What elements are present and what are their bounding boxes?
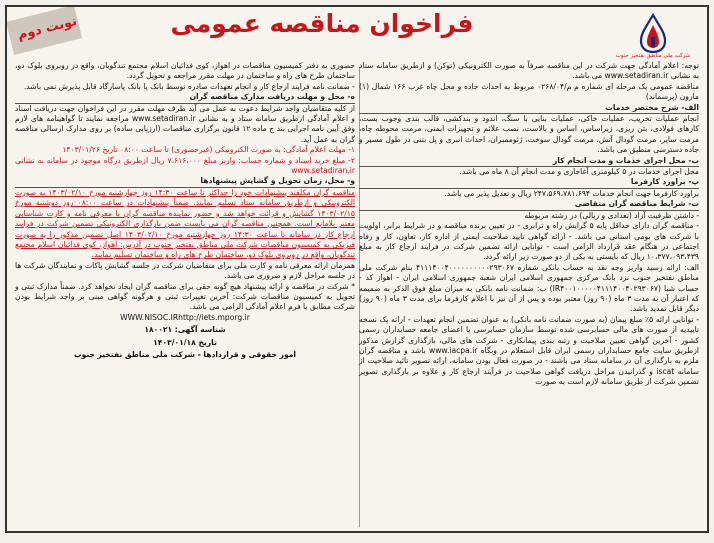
intro-notice: توجه: اعلام آمادگی جهت شرکت در این مناقصه صرفاً به صورت الکترونیکی (توکن) و ازطریق سامانه ستاد به نشانی www.setadiran.ir می باشد.	[359, 61, 699, 81]
section-heading-be: ب- محل اجرای خدمات و مدت انجام کار	[359, 156, 699, 167]
guarantee-methods: الف: ارائه رسید واریز وجه نقد به حساب بانکی شماره ۴۱۱۱۴۰۰۴۰۰۰۰۰۰۰۰۰۰۲۹۳۰۶۷ بنام شرکت ملی مناطق نفتخیز جنوب نزد بانک مرکزی جمهوری اسلامی ایران شعبه جمهوری اسلامی ایران - اهواز کد - حساب شبا (IR۴۰۰۱۰۰۰۰۰۴۱۱۱۴۰۰۴۰۲۹۳۰۶۷) ب: ضمانت نامه بانکی به میزان مبلغ فوق الذکر به ضمیمه که اعتبار آن به مدت ۳ ماه (۹۰ روز) معتبر بوده و پس از آن نیز با اعلام کارفرما برای مدت ۳ ماه (۹۰ روز) دیگر قابل تمدید باشد.	[359, 262, 699, 314]
badge-label: نوبت دوم	[16, 13, 79, 44]
round-badge	[9, 13, 89, 53]
meeting-attendance: همزمان ارائه معرفی نامه و کارت ملی برای متقاضیان شرکت در جلسه گشایش پاکات و نمایندگان شرکت ها در جلسه مراحل لازم و ضروری می باشد.	[15, 260, 355, 281]
readiness-deadline: ۱- مهلت اعلام آمادگی: به صورت الکترونیکی (غیرحضوری) تا ساعت ۰۸:۰۰ تاریخ ۱۴۰۳/۰۱/۲۶	[62, 145, 355, 155]
condition-capacity: - داشتن ظرفیت آزاد (تعدادی و ریالی) در رشته مربوطه	[524, 210, 699, 220]
guarantee-note: - ضمانت نامه فرایند ارجاع کار و انجام تعهدات صادره توسط بانک یا بانک پاسارگاد قابل پذیرش نمی باشد.	[23, 81, 355, 91]
submission-address: حضوری به دفتر کمیسیون مناقصات در اهواز، کوی فدائیان اسلام مجتمع تندگویان، واقع در روبروی بلوک دو، ساختمان طرح های راه و ساختمان در مهلت مقرر مراجعه و تحویل گردد.	[15, 61, 355, 81]
logo-text: شرکت ملی مناطق نفتخیز جنوب	[615, 53, 691, 59]
oil-company-emblem-icon	[636, 13, 670, 53]
page-title: فراخوان مناقصه عمومی	[170, 9, 474, 38]
left-column	[15, 61, 355, 360]
section-heading-vav: و- محل، زمان تحویل و گشایش پیشنهادها	[15, 176, 355, 187]
location-duration: محل اجرای خدمات در ۵ کیلومتری آغاجاری و مدت انجام آن ۸ ماه می باشد.	[459, 167, 699, 177]
notice-id: شناسه آگهی: ۱۸۰۰۲۱	[144, 325, 226, 335]
website-links[interactable]: WWW.NISOC.IRhttp://iets.mporg.ir	[120, 312, 250, 322]
section-heading-pe: پ- براورد کارفرما	[359, 177, 699, 188]
notice-date: تاریخ ۱۴۰۳/۰۱/۱۸	[153, 337, 217, 347]
general-note: * شرکت در مناقصه و ارائه پیشنهاد هیچ گونه حقی برای مناقصه گران ایجاد نخواهد کرد. ضمناً مدارک ثبتی و تحویل به کمیسیون مناقصات شرکت: آخرین تغییرات ثبتی و هرگونه گواهی مبنی بر واجد شرایط بودن شرکت مطابق با فرم اعلام آمادگی الزامی می باشد.	[15, 281, 355, 312]
tender-notice-page	[5, 5, 709, 533]
section-heading-alef: الف- شرح مختصر خدمات	[359, 103, 699, 114]
tender-reference: مناقصه عمومی یک مرحله ای شماره م م/۰۲۶۸/۰۴ مربوط به احداث جاده و محل چاه غرب ۱۶۶ شمال (۱) مارون (پرسماند)	[359, 81, 700, 102]
condition-grade: - مناقصه گران دارای حداقل پایه ۵ گرایش راه و ترابری - در تعیین برنده مناقصه و در شرایط برابر، اولویت با شرکت های بومی استانی می باشد. - ارائه گواهی تایید صلاحیت ایمنی از اداره کار، تعاون، کار و رفاه اجتماعی در هنگام عقد قرارداد الزامی است - توانایی ارائه تضمین شرکت در فرایند ارجاع کار به مبلغ ۱۰،۳۷۷،۰۹۳،۴۳۹ ریال که بایستی به یکی از دو صورت زیر ارائه گردد.	[359, 221, 699, 262]
right-column	[359, 61, 699, 388]
employer-estimate: براورد کارفرما جهت انجام خدمات ۲۴۷،۵۶۹،۷۸۱،۶۹۴ ریال و تعدیل پذیر می باشد.	[444, 188, 699, 198]
document-receipt: از کلیه متقاضیان واجد شرایط دعوت به عمل می آید ظرف مهلت مقرر در این فراخوان جهت دریافت اسناد و اعلام آمادگی ازطریق سامانه ستاد و به نشانی www.setadiran.ir مراجعه نمایند تا گواهینامه های لازم وفق آیین نامه اجرایی بند ج ماده ۱۲ قانون برگزاری مناقصات (ارزیابی ساده) بر روی مدارک ارسالی مناقصه گران به عمل آید.	[15, 103, 355, 144]
section-heading-te: ت- شرایط مناقصه گران متقاضی	[359, 199, 699, 210]
signature-line: امور حقوقی و قراردادها - شرکت ملی مناطق نفتخیز جنوب	[73, 349, 297, 359]
service-description: انجام عملیات تخریب، عملیات خاکی، عملیات بنایی با سنگ، اندود و بندکشی، قالب بندی وجوب بست، کارهای فولادی، بتن ریزی، زیراساس، اساس و بالاست، نصب علائم و تجهیزات ایمنی، مرمت محوطه چاه، مرمت سایر، مرمت گودال آتش، مرمت گودال سوخت، ژئوممبران، احداث انبری و پل بتنی در طول مسیر و جاده دسترسی منطبق می باشد.	[359, 114, 699, 155]
notice-header	[7, 7, 707, 69]
section-heading-he: ه- محل و مهلت دریافت مدارک مناقصه گران	[15, 92, 355, 103]
document-fee: ۲- مبلغ خرید اسناد و شماره حساب: واریز مبلغ ۷،۶۱۶،۰۰۰ ریال ازطریق درگاه موجود در سامانه به نشانی www.setadiran.ir	[15, 155, 355, 176]
bid-submission: مناقصه گران مکلفند پیشنهادات خود را حداکثر تا ساعت ۱۴:۳۰ روز چهارشنبه مورخ ۱۴۰۳/۰۲/۱۰ به صورت الکترونیکی و ازطریق سامانه ستاد تسلیم نمایند. ضمناً پیشنهادات در ساعت ۰۸:۰۰ روز دوشنبه مورخ ۱۴۰۳/۰۲/۱۵ گشایش و قرائت خواهد شد و حضور نماینده مناقصه گران با معرفی نامه و کارت شناسایی معتبر بلامانع است. همچنین مناقصه گران می بایست ضمن بارگذاری الکترونیکی تضمین شرکت در فرایند ارجاع کار در سامانه تا ساعت ۱۴:۳۰ روز چهارشنبه مورخ ۱۴۰۳/۰۲/۱۰ اصل تضمین مذکور را به صورت فیزیکی به کمیسیون مناقصات شرکت ملی مناطق نفتخیز جنوب در آدرس: اهواز، کوی فدائیان اسلام مجتمع تندگویان، واقع در روبروی بلوک دو، ساختمان طرح های راه و ساختمان تسلیم نمایند.	[15, 187, 356, 260]
financial-conditions: - توانایی ارائه ۵٪ مبلغ پیمان (به صورت ضمانت نامه بانکی) به عنوان تضمین انجام تعهدات - ارائه یک نسخه تاییدیه از صورت های مالی حسابرسی شده توسط سازمان حسابرسی یا اعضای جامعه حسابداران رسمی کشور - آخرین گواهی تعیین صلاحیت و رتبه بندی پیمانکاری - شرکت های مالی، بازگذاری گزارش مذکور ازطریق سایت جامع حسابداران رسمی ایران قابل استعلام در وبگاه www.iacpa.ir باشد و مناقصه گران ملزم به بارگذاری آن در سامانه ستاد می باشند - در صورت فعال بودن سامانه، ارائه تصویر تائید صلاحیت از سامانه iscat و گذرانیدن مراحل دریافت گواهی صلاحیت در فرآیند ارجاع کار و علاوه بر بارگذاری تصویر تضمین شرکت از طریق سامانه لازم است به صورت	[359, 314, 699, 387]
